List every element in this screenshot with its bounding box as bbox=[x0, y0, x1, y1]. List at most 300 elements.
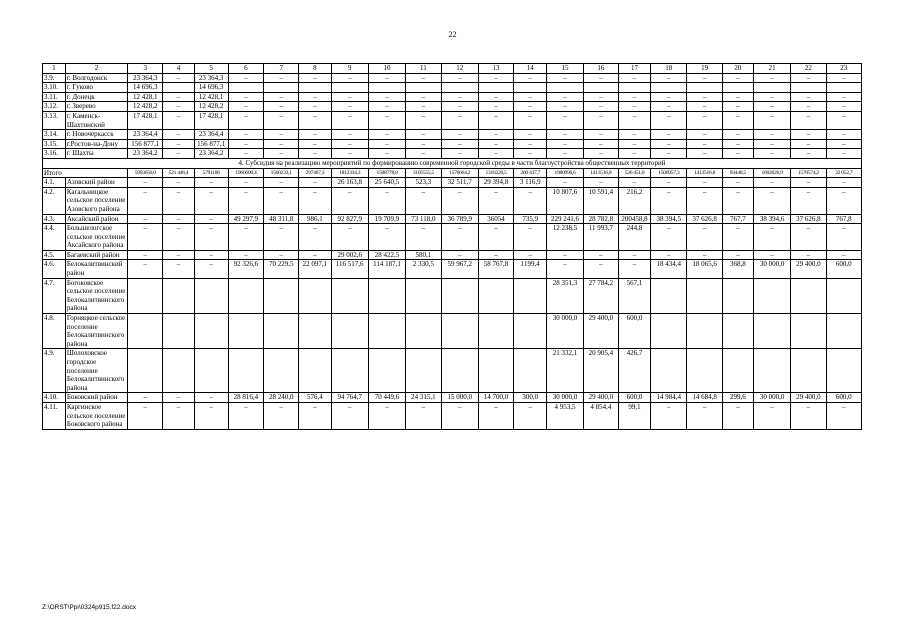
value-cell: 244,8 bbox=[618, 224, 650, 251]
total-row bbox=[43, 168, 862, 178]
value-cell: – bbox=[618, 178, 650, 188]
value-cell: – bbox=[826, 111, 861, 129]
value-cell: 229 241,6 bbox=[547, 214, 583, 224]
subsidy-table bbox=[42, 63, 862, 430]
row-number: 3.10. bbox=[43, 83, 66, 93]
total-value: 1413516,8 bbox=[687, 168, 722, 178]
total-value: 1966600,4 bbox=[228, 168, 263, 178]
value-cell: – bbox=[753, 139, 790, 149]
value-cell: 29 400,0 bbox=[583, 314, 618, 349]
table-row bbox=[43, 214, 862, 224]
value-cell: – bbox=[299, 178, 331, 188]
value-cell: – bbox=[299, 402, 331, 429]
value-cell: – bbox=[826, 250, 861, 260]
value-cell: – bbox=[331, 224, 368, 251]
value-cell: – bbox=[687, 402, 722, 429]
value-cell: – bbox=[128, 187, 163, 214]
value-cell: 14 696,3 bbox=[128, 83, 163, 93]
value-cell: – bbox=[478, 149, 513, 159]
value-cell bbox=[163, 278, 194, 313]
value-cell: – bbox=[583, 130, 618, 140]
value-cell: – bbox=[687, 111, 722, 129]
row-name: г. Новочеркасск bbox=[65, 130, 127, 140]
value-cell: 600,0 bbox=[826, 393, 861, 403]
value-cell: – bbox=[163, 214, 194, 224]
value-cell: 59 967,2 bbox=[441, 260, 478, 278]
value-cell: – bbox=[478, 139, 513, 149]
value-cell: – bbox=[299, 102, 331, 112]
value-cell: – bbox=[687, 73, 722, 83]
value-cell bbox=[299, 278, 331, 313]
value-cell bbox=[826, 314, 861, 349]
value-cell: – bbox=[583, 139, 618, 149]
row-number: 4.1. bbox=[43, 178, 66, 188]
value-cell: – bbox=[331, 139, 368, 149]
total-value: 1413516,8 bbox=[583, 168, 618, 178]
value-cell bbox=[299, 83, 331, 93]
value-cell: – bbox=[651, 149, 687, 159]
value-cell: – bbox=[194, 214, 228, 224]
value-cell bbox=[194, 278, 228, 313]
total-value: 1508778,8 bbox=[368, 168, 405, 178]
value-cell: – bbox=[791, 149, 826, 159]
value-cell: – bbox=[406, 130, 441, 140]
value-cell: – bbox=[514, 139, 547, 149]
column-number-row bbox=[43, 64, 862, 74]
value-cell: – bbox=[687, 102, 722, 112]
value-cell: 37 626,8 bbox=[791, 214, 826, 224]
table-row bbox=[43, 130, 862, 140]
total-value: 5791186 bbox=[194, 168, 228, 178]
value-cell bbox=[331, 83, 368, 93]
value-cell: – bbox=[128, 250, 163, 260]
value-cell: – bbox=[163, 111, 194, 129]
value-cell: – bbox=[753, 178, 790, 188]
value-cell: 11 993,7 bbox=[583, 224, 618, 251]
value-cell: 600,0 bbox=[618, 314, 650, 349]
value-cell: – bbox=[228, 402, 263, 429]
value-cell bbox=[651, 314, 687, 349]
value-cell: 29 394,8 bbox=[478, 178, 513, 188]
row-number: 4.9. bbox=[43, 349, 66, 393]
value-cell: – bbox=[163, 73, 194, 83]
value-cell: – bbox=[583, 92, 618, 102]
value-cell bbox=[753, 278, 790, 313]
value-cell: 38 394,5 bbox=[651, 214, 687, 224]
value-cell: 735,9 bbox=[514, 214, 547, 224]
value-cell: – bbox=[368, 187, 405, 214]
value-cell: – bbox=[753, 73, 790, 83]
value-cell bbox=[406, 349, 441, 393]
value-cell bbox=[163, 314, 194, 349]
value-cell bbox=[368, 278, 405, 313]
value-cell: – bbox=[618, 73, 650, 83]
value-cell bbox=[368, 349, 405, 393]
value-cell: – bbox=[651, 102, 687, 112]
value-cell: 17 428,1 bbox=[128, 111, 163, 129]
value-cell: – bbox=[753, 92, 790, 102]
value-cell: – bbox=[722, 187, 753, 214]
value-cell: – bbox=[299, 130, 331, 140]
value-cell: – bbox=[514, 102, 547, 112]
total-value: 526 451,8 bbox=[618, 168, 650, 178]
value-cell: 28 782,8 bbox=[583, 214, 618, 224]
table-row bbox=[43, 139, 862, 149]
value-cell: – bbox=[299, 224, 331, 251]
value-cell: – bbox=[406, 149, 441, 159]
value-cell bbox=[406, 278, 441, 313]
column-number: 8 bbox=[299, 64, 331, 74]
total-value: 297467,3 bbox=[299, 168, 331, 178]
value-cell: 15 000,0 bbox=[441, 393, 478, 403]
value-cell: 3 116,9 bbox=[514, 178, 547, 188]
table-row bbox=[43, 349, 862, 393]
value-cell: – bbox=[651, 250, 687, 260]
row-number: 3.12. bbox=[43, 102, 66, 112]
value-cell: – bbox=[441, 73, 478, 83]
value-cell: – bbox=[791, 111, 826, 129]
value-cell: – bbox=[406, 111, 441, 129]
value-cell bbox=[651, 349, 687, 393]
value-cell: 986,1 bbox=[299, 214, 331, 224]
value-cell: – bbox=[547, 149, 583, 159]
value-cell: – bbox=[264, 224, 299, 251]
value-cell: 114 187,1 bbox=[368, 260, 405, 278]
value-cell: 299,6 bbox=[722, 393, 753, 403]
column-number: 23 bbox=[826, 64, 861, 74]
total-value: 1980996,6 bbox=[547, 168, 583, 178]
table-row bbox=[43, 187, 862, 214]
value-cell: – bbox=[651, 402, 687, 429]
table-row bbox=[43, 149, 862, 159]
table-row bbox=[43, 260, 862, 278]
value-cell: 30 000,0 bbox=[547, 393, 583, 403]
value-cell: – bbox=[368, 149, 405, 159]
value-cell: 29 400,0 bbox=[583, 393, 618, 403]
table-row bbox=[43, 92, 862, 102]
value-cell bbox=[331, 314, 368, 349]
value-cell: – bbox=[514, 111, 547, 129]
value-cell: – bbox=[826, 224, 861, 251]
column-number: 3 bbox=[128, 64, 163, 74]
value-cell: – bbox=[618, 149, 650, 159]
value-cell: – bbox=[441, 130, 478, 140]
value-cell: – bbox=[299, 92, 331, 102]
value-cell: 10 807,6 bbox=[547, 187, 583, 214]
column-number: 4 bbox=[163, 64, 194, 74]
value-cell: – bbox=[331, 130, 368, 140]
value-cell: – bbox=[687, 250, 722, 260]
row-number: 3.9. bbox=[43, 73, 66, 83]
value-cell: 23 364,2 bbox=[194, 149, 228, 159]
value-cell: 32 511,7 bbox=[441, 178, 478, 188]
value-cell bbox=[791, 349, 826, 393]
column-number: 20 bbox=[722, 64, 753, 74]
value-cell bbox=[441, 349, 478, 393]
value-cell: – bbox=[228, 102, 263, 112]
value-cell: – bbox=[791, 139, 826, 149]
value-cell: 22 097,1 bbox=[299, 260, 331, 278]
row-name: Богоковское сельское поселение Белокалитвинского района bbox=[65, 278, 127, 313]
value-cell: – bbox=[264, 149, 299, 159]
value-cell: – bbox=[368, 402, 405, 429]
value-cell: – bbox=[547, 260, 583, 278]
value-cell: – bbox=[194, 402, 228, 429]
value-cell: 23 364,4 bbox=[128, 130, 163, 140]
value-cell: – bbox=[368, 111, 405, 129]
value-cell: – bbox=[406, 139, 441, 149]
row-number: 4.4. bbox=[43, 224, 66, 251]
value-cell bbox=[722, 278, 753, 313]
value-cell: – bbox=[163, 149, 194, 159]
value-cell: – bbox=[163, 139, 194, 149]
value-cell: 20 905,4 bbox=[583, 349, 618, 393]
value-cell: 523,3 bbox=[406, 178, 441, 188]
row-name: г.Ростов-на-Дону bbox=[65, 139, 127, 149]
table-row bbox=[43, 73, 862, 83]
value-cell: – bbox=[687, 139, 722, 149]
value-cell: – bbox=[722, 178, 753, 188]
value-cell bbox=[687, 83, 722, 93]
value-cell: 12 428,1 bbox=[128, 92, 163, 102]
value-cell bbox=[722, 314, 753, 349]
value-cell: – bbox=[722, 224, 753, 251]
value-cell: 200458,8 bbox=[618, 214, 650, 224]
value-cell bbox=[722, 349, 753, 393]
column-number: 15 bbox=[547, 64, 583, 74]
value-cell: 767,7 bbox=[722, 214, 753, 224]
value-cell: 18 065,6 bbox=[687, 260, 722, 278]
value-cell: – bbox=[264, 130, 299, 140]
column-number: 2 bbox=[65, 64, 127, 74]
value-cell: – bbox=[478, 111, 513, 129]
value-cell: – bbox=[163, 224, 194, 251]
value-cell: – bbox=[163, 187, 194, 214]
value-cell: 23 364,4 bbox=[194, 130, 228, 140]
value-cell: – bbox=[331, 102, 368, 112]
value-cell: – bbox=[264, 187, 299, 214]
value-cell: – bbox=[441, 149, 478, 159]
value-cell: 368,8 bbox=[722, 260, 753, 278]
value-cell: – bbox=[368, 224, 405, 251]
value-cell: – bbox=[791, 187, 826, 214]
value-cell bbox=[368, 314, 405, 349]
table-row bbox=[43, 250, 862, 260]
value-cell: 29 002,6 bbox=[331, 250, 368, 260]
value-cell: – bbox=[618, 130, 650, 140]
value-cell: – bbox=[651, 178, 687, 188]
value-cell: – bbox=[128, 402, 163, 429]
total-value: 1570574,2 bbox=[791, 168, 826, 178]
row-name: Шолоховское городское поселение Белокалитвинского района bbox=[65, 349, 127, 393]
value-cell: 1199,4 bbox=[514, 260, 547, 278]
value-cell bbox=[441, 278, 478, 313]
value-cell bbox=[441, 314, 478, 349]
total-value: 260 437,7 bbox=[514, 168, 547, 178]
column-number: 19 bbox=[687, 64, 722, 74]
value-cell: 30 000,0 bbox=[753, 393, 790, 403]
value-cell: – bbox=[651, 73, 687, 83]
column-number: 7 bbox=[264, 64, 299, 74]
value-cell: 567,1 bbox=[618, 278, 650, 313]
value-cell bbox=[514, 83, 547, 93]
row-number: 4.7. bbox=[43, 278, 66, 313]
row-number: 4.10. bbox=[43, 393, 66, 403]
value-cell: – bbox=[583, 111, 618, 129]
value-cell: – bbox=[478, 130, 513, 140]
value-cell: 29 400,0 bbox=[791, 393, 826, 403]
value-cell: 29 400,0 bbox=[791, 260, 826, 278]
value-cell: – bbox=[547, 178, 583, 188]
value-cell: – bbox=[264, 250, 299, 260]
value-cell bbox=[826, 349, 861, 393]
row-number: 3.14. bbox=[43, 130, 66, 140]
value-cell: 12 428,1 bbox=[194, 92, 228, 102]
value-cell bbox=[406, 83, 441, 93]
value-cell: – bbox=[228, 139, 263, 149]
row-number: 4.5. bbox=[43, 250, 66, 260]
value-cell: – bbox=[163, 92, 194, 102]
value-cell bbox=[791, 314, 826, 349]
value-cell: – bbox=[791, 250, 826, 260]
value-cell: – bbox=[687, 149, 722, 159]
value-cell: – bbox=[547, 111, 583, 129]
column-number: 14 bbox=[514, 64, 547, 74]
value-cell bbox=[618, 83, 650, 93]
value-cell: – bbox=[722, 92, 753, 102]
row-name: Белокалитвинский район bbox=[65, 260, 127, 278]
value-cell: – bbox=[228, 224, 263, 251]
value-cell: 28 816,4 bbox=[228, 393, 263, 403]
value-cell: – bbox=[651, 187, 687, 214]
value-cell: – bbox=[331, 149, 368, 159]
row-name: г. Каменск-Шахтинский bbox=[65, 111, 127, 129]
value-cell: – bbox=[478, 73, 513, 83]
value-cell: – bbox=[618, 250, 650, 260]
value-cell: – bbox=[514, 73, 547, 83]
value-cell: – bbox=[441, 224, 478, 251]
row-name: г. Волгодонск bbox=[65, 73, 127, 83]
value-cell: – bbox=[406, 102, 441, 112]
value-cell bbox=[264, 314, 299, 349]
value-cell: – bbox=[791, 92, 826, 102]
value-cell: – bbox=[826, 130, 861, 140]
value-cell: – bbox=[687, 92, 722, 102]
row-name: Багаевский район bbox=[65, 250, 127, 260]
value-cell: 216,2 bbox=[618, 187, 650, 214]
value-cell: – bbox=[441, 139, 478, 149]
value-cell: – bbox=[478, 402, 513, 429]
table-row bbox=[43, 393, 862, 403]
value-cell: 25 640,5 bbox=[368, 178, 405, 188]
column-number: 13 bbox=[478, 64, 513, 74]
total-label: Итого bbox=[43, 168, 128, 178]
value-cell: 27 784,2 bbox=[583, 278, 618, 313]
value-cell bbox=[128, 314, 163, 349]
value-cell: – bbox=[583, 178, 618, 188]
value-cell: – bbox=[368, 130, 405, 140]
value-cell: – bbox=[791, 73, 826, 83]
value-cell: 576,4 bbox=[299, 393, 331, 403]
value-cell: – bbox=[368, 102, 405, 112]
value-cell: 600,0 bbox=[826, 260, 861, 278]
value-cell: 92 827,9 bbox=[331, 214, 368, 224]
value-cell: – bbox=[331, 402, 368, 429]
file-path-footer: Z:\ORST\Ppi\0324p915.f22.docx bbox=[42, 604, 136, 611]
value-cell: – bbox=[547, 92, 583, 102]
value-cell: – bbox=[722, 111, 753, 129]
row-name: г. Донецк bbox=[65, 92, 127, 102]
value-cell: – bbox=[299, 111, 331, 129]
value-cell: – bbox=[264, 102, 299, 112]
value-cell: 99,1 bbox=[618, 402, 650, 429]
value-cell bbox=[687, 314, 722, 349]
value-cell: – bbox=[514, 149, 547, 159]
value-cell: – bbox=[687, 224, 722, 251]
table-row bbox=[43, 402, 862, 429]
value-cell: 12 238,5 bbox=[547, 224, 583, 251]
column-number: 10 bbox=[368, 64, 405, 74]
value-cell bbox=[163, 83, 194, 93]
value-cell: 36054 bbox=[478, 214, 513, 224]
value-cell: – bbox=[163, 250, 194, 260]
value-cell: – bbox=[514, 130, 547, 140]
value-cell: 17 428,1 bbox=[194, 111, 228, 129]
value-cell: – bbox=[128, 260, 163, 278]
value-cell: – bbox=[547, 130, 583, 140]
value-cell: 21 332,1 bbox=[547, 349, 583, 393]
value-cell: – bbox=[441, 250, 478, 260]
row-number: 3.15. bbox=[43, 139, 66, 149]
value-cell: – bbox=[264, 402, 299, 429]
row-number: 4.3. bbox=[43, 214, 66, 224]
value-cell: – bbox=[791, 102, 826, 112]
value-cell: – bbox=[722, 73, 753, 83]
value-cell: 4 953,5 bbox=[547, 402, 583, 429]
value-cell: – bbox=[406, 73, 441, 83]
value-cell: 767,8 bbox=[826, 214, 861, 224]
value-cell bbox=[753, 83, 790, 93]
row-number: 4.2. bbox=[43, 187, 66, 214]
value-cell: 24 315,1 bbox=[406, 393, 441, 403]
value-cell: – bbox=[406, 187, 441, 214]
value-cell bbox=[264, 278, 299, 313]
column-number: 21 bbox=[753, 64, 790, 74]
column-number: 11 bbox=[406, 64, 441, 74]
value-cell: – bbox=[163, 260, 194, 278]
value-cell: 23 364,3 bbox=[128, 73, 163, 83]
column-number: 22 bbox=[791, 64, 826, 74]
value-cell: – bbox=[826, 178, 861, 188]
column-number: 16 bbox=[583, 64, 618, 74]
row-number: 4.6. bbox=[43, 260, 66, 278]
value-cell: – bbox=[478, 250, 513, 260]
value-cell: – bbox=[651, 111, 687, 129]
value-cell bbox=[514, 349, 547, 393]
value-cell: 116 517,6 bbox=[331, 260, 368, 278]
value-cell: 580,1 bbox=[406, 250, 441, 260]
value-cell bbox=[791, 83, 826, 93]
value-cell: 28 240,0 bbox=[264, 393, 299, 403]
value-cell: – bbox=[791, 224, 826, 251]
value-cell: – bbox=[441, 187, 478, 214]
page-number: 22 bbox=[448, 30, 457, 39]
value-cell: – bbox=[753, 102, 790, 112]
table-row bbox=[43, 178, 862, 188]
value-cell bbox=[368, 83, 405, 93]
value-cell: – bbox=[547, 139, 583, 149]
value-cell: – bbox=[722, 139, 753, 149]
